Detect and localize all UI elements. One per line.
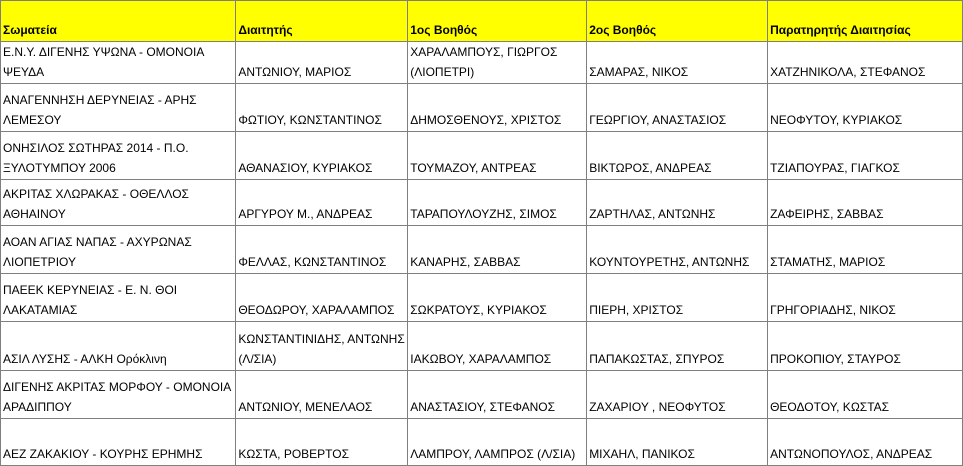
table-row (1, 132, 963, 180)
cell-assistant-2[interactable]: ΖΑΡΤΗΛΑΣ, ΑΝΤΩΝΗΣ (587, 180, 768, 226)
cell-referee[interactable]: ΑΝΤΩΝΙΟΥ, ΜΕΝΕΛΑΟΣ (236, 371, 408, 419)
cell-clubs[interactable]: ΑΕΖ ΖΑΚΑΚΙΟΥ - ΚΟΥΡΗΣ ΕΡΗΜΗΣ (1, 419, 236, 466)
cell-assistant-1[interactable]: ΛΑΜΠΡΟΥ, ΛΑΜΠΡΟΣ (Λ/ΣΙΑ) (408, 419, 587, 466)
cell-clubs[interactable]: ΑΚΡΙΤΑΣ ΧΛΩΡΑΚΑΣ - ΟΘΕΛΛΟΣ ΑΘΗΑΙΝΟΥ (1, 180, 236, 226)
cell-observer[interactable]: ΘΕΟΔΟΤΟΥ, ΚΩΣΤΑΣ (768, 371, 963, 419)
header-row (1, 1, 963, 42)
cell-clubs[interactable]: ΟΝΗΣΙΛΟΣ ΣΩΤΗΡΑΣ 2014 - Π.Ο. ΞΥΛΟΤΥΜΠΟΥ 2006 (1, 132, 236, 180)
cell-clubs[interactable]: ΔΙΓΕΝΗΣ ΑΚΡΙΤΑΣ ΜΟΡΦΟΥ - ΟΜΟΝΟΙΑ ΑΡΑΔΙΠΠΟΥ (1, 371, 236, 419)
cell-assistant-1[interactable]: ΣΩΚΡΑΤΟΥΣ, ΚΥΡΙΑΚΟΣ (408, 274, 587, 322)
cell-observer[interactable]: ΤΖΙΑΠΟΥΡΑΣ, ΓΙΑΓΚΟΣ (768, 132, 963, 180)
cell-assistant-1[interactable]: ΧΑΡΑΛΑΜΠΟΥΣ, ΓΙΩΡΓΟΣ (ΛΙΟΠΕΤΡΙ) (408, 42, 587, 84)
table-row (1, 371, 963, 419)
cell-assistant-2[interactable]: ΠΙΕΡΗ, ΧΡΙΣΤΟΣ (587, 274, 768, 322)
cell-referee[interactable]: ΑΘΑΝΑΣΙΟΥ, ΚΥΡΙΑΚΟΣ (236, 132, 408, 180)
table-row (1, 180, 963, 226)
cell-referee[interactable]: ΑΝΤΩΝΙΟΥ, ΜΑΡΙΟΣ (236, 42, 408, 84)
cell-assistant-2[interactable]: ΖΑΧΑΡΙΟΥ , ΝΕΟΦΥΤΟΣ (587, 371, 768, 419)
cell-assistant-2[interactable]: ΜΙΧΑΗΛ, ΠΑΝΙΚΟΣ (587, 419, 768, 466)
header-referee-observer[interactable]: Παρατηρητής Διαιτησίας (768, 1, 963, 42)
cell-referee[interactable]: ΚΩΝΣΤΑΝΤΙΝΙΔΗΣ, ΑΝΤΩΝΗΣ (Λ/ΣΙΑ) (236, 322, 408, 371)
table-row (1, 322, 963, 371)
header-clubs[interactable]: Σωματεία (1, 1, 236, 42)
cell-assistant-1[interactable]: ΚΑΝΑΡΗΣ, ΣΑΒΒΑΣ (408, 226, 587, 274)
cell-observer[interactable]: ΑΝΤΩΝΟΠΟΥΛΟΣ, ΑΝΔΡΕΑΣ (768, 419, 963, 466)
table-row (1, 274, 963, 322)
table-row (1, 419, 963, 466)
cell-assistant-1[interactable]: ΤΟΥΜΑΖΟΥ, ΑΝΤΡΕΑΣ (408, 132, 587, 180)
cell-assistant-2[interactable]: ΣΑΜΑΡΑΣ, ΝΙΚΟΣ (587, 42, 768, 84)
header-referee[interactable]: Διαιτητής (236, 1, 408, 42)
cell-assistant-1[interactable]: ΤΑΡΑΠΟΥΛΟΥΖΗΣ, ΣΙΜΟΣ (408, 180, 587, 226)
table-row (1, 226, 963, 274)
cell-referee[interactable]: ΚΩΣΤΑ, ΡΟΒΕΡΤΟΣ (236, 419, 408, 466)
table-row (1, 42, 963, 84)
cell-observer[interactable]: ΣΤΑΜΑΤΗΣ, ΜΑΡΙΟΣ (768, 226, 963, 274)
cell-assistant-1[interactable]: ΔΗΜΟΣΘΕΝΟΥΣ, ΧΡΙΣΤΟΣ (408, 84, 587, 132)
cell-observer[interactable]: ΝΕΟΦΥΤΟΥ, ΚΥΡΙΑΚΟΣ (768, 84, 963, 132)
cell-assistant-1[interactable]: ΑΝΑΣΤΑΣΙΟΥ, ΣΤΕΦΑΝΟΣ (408, 371, 587, 419)
header-assistant-1[interactable]: 1ος Βοηθός (408, 1, 587, 42)
cell-referee[interactable]: ΑΡΓΥΡΟΥ Μ., ΑΝΔΡΕΑΣ (236, 180, 408, 226)
cell-referee[interactable]: ΦΕΛΛΑΣ, ΚΩΝΣΤΑΝΤΙΝΟΣ (236, 226, 408, 274)
cell-assistant-1[interactable]: ΙΑΚΩΒΟΥ, ΧΑΡΑΛΑΜΠΟΣ (408, 322, 587, 371)
cell-observer[interactable]: ΖΑΦΕΙΡΗΣ, ΣΑΒΒΑΣ (768, 180, 963, 226)
cell-clubs[interactable]: Ε.Ν.Υ. ΔΙΓΕΝΗΣ ΥΨΩΝΑ - ΟΜΟΝΟΙΑ ΨΕΥΔΑ (1, 42, 236, 84)
header-assistant-2[interactable]: 2ος Βοηθός (587, 1, 768, 42)
cell-clubs[interactable]: ΑΝΑΓΕΝΝΗΣΗ ΔΕΡΥΝΕΙΑΣ - ΑΡΗΣ ΛΕΜΕΣΟΥ (1, 84, 236, 132)
cell-assistant-2[interactable]: ΚΟΥΝΤΟΥΡΕΤΗΣ, ΑΝΤΩΝΗΣ (587, 226, 768, 274)
cell-clubs[interactable]: ΑΟΑΝ ΑΓΙΑΣ ΝΑΠΑΣ - ΑΧΥΡΩΝΑΣ ΛΙΟΠΕΤΡΙΟΥ (1, 226, 236, 274)
table-row (1, 84, 963, 132)
cell-assistant-2[interactable]: ΠΑΠΑΚΩΣΤΑΣ, ΣΠΥΡΟΣ (587, 322, 768, 371)
cell-clubs[interactable]: ΠΑΕΕΚ ΚΕΡΥΝΕΙΑΣ - Ε. Ν. ΘΟΙ ΛΑΚΑΤΑΜΙΑΣ (1, 274, 236, 322)
cell-referee[interactable]: ΦΩΤΙΟΥ, ΚΩΝΣΤΑΝΤΙΝΟΣ (236, 84, 408, 132)
cell-assistant-2[interactable]: ΒΙΚΤΩΡΟΣ, ΑΝΔΡΕΑΣ (587, 132, 768, 180)
cell-observer[interactable]: ΓΡΗΓΟΡΙΑΔΗΣ, ΝΙΚΟΣ (768, 274, 963, 322)
cell-observer[interactable]: ΧΑΤΖΗΝΙΚΟΛΑ, ΣΤΕΦΑΝΟΣ (768, 42, 963, 84)
cell-observer[interactable]: ΠΡΟΚΟΠΙΟΥ, ΣΤΑΥΡΟΣ (768, 322, 963, 371)
cell-clubs[interactable]: ΑΣΙΛ ΛΥΣΗΣ - ΑΛΚΗ Ορόκλινη (1, 322, 236, 371)
cell-referee[interactable]: ΘΕΟΔΩΡΟΥ, ΧΑΡΑΛΑΜΠΟΣ (236, 274, 408, 322)
cell-assistant-2[interactable]: ΓΕΩΡΓΙΟΥ, ΑΝΑΣΤΑΣΙΟΣ (587, 84, 768, 132)
